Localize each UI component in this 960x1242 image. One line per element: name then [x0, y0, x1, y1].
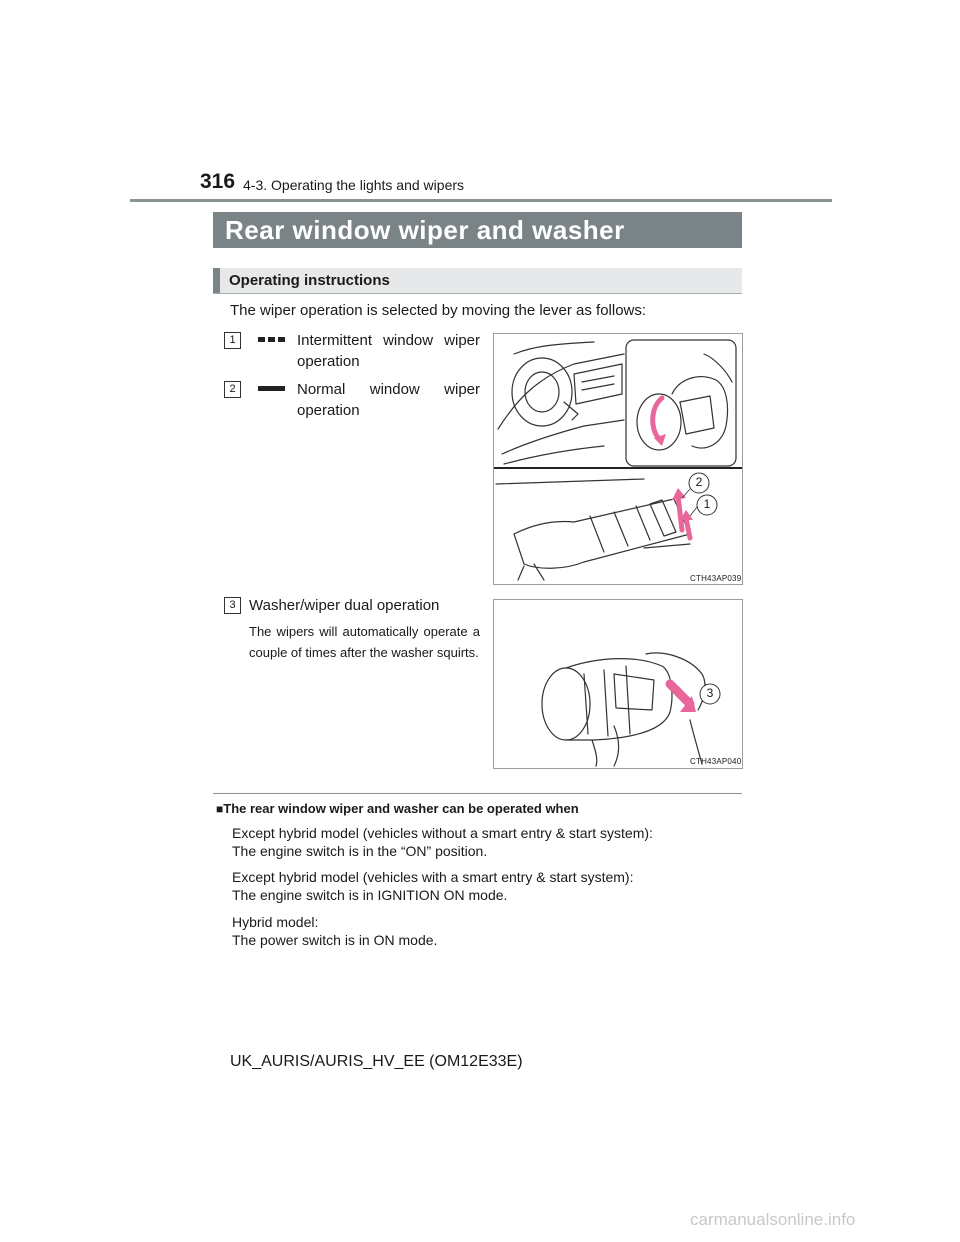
item-text-2: Normal window wiper operation	[297, 381, 480, 419]
condition-2	[232, 868, 633, 904]
subsection-bar	[213, 268, 742, 294]
condition-2-line1: Except hybrid model (vehicles with a smart entry & start system):	[232, 869, 634, 885]
title-bar	[213, 212, 742, 248]
condition-2-line2: The engine switch is in IGNITION ON mode.	[232, 887, 508, 903]
note-heading	[216, 801, 579, 816]
item-number-3: 3	[224, 597, 241, 614]
header-rule	[130, 199, 832, 202]
item-number-1: 1	[224, 332, 241, 349]
continuous-dash-icon	[258, 386, 286, 392]
page-title: Rear window wiper and washer	[225, 215, 625, 245]
item-text-1: Intermittent window wiper operation	[297, 332, 480, 370]
item-text-3: Washer/wiper dual operation	[249, 597, 440, 614]
intermittent-dash-icon	[258, 337, 286, 343]
subsection-accent	[213, 268, 220, 293]
footer-code: UK_AURIS/AURIS_HV_EE (OM12E33E)	[230, 1053, 523, 1070]
separator-rule	[213, 793, 742, 794]
watermark: carmanualsonline.info	[690, 1210, 856, 1229]
condition-3-line1: Hybrid model:	[232, 914, 319, 930]
condition-1-line2: The engine switch is in the “ON” position.	[232, 843, 488, 859]
wiper-lever-illustration	[494, 334, 742, 584]
intro-text: The wiper operation is selected by moving the lever as follows:	[230, 302, 647, 319]
figure-wiper-lever	[493, 333, 743, 585]
page-number: 316	[200, 170, 236, 193]
washer-lever-illustration	[494, 600, 742, 768]
square-bullet-icon: ■	[216, 802, 224, 816]
figure-washer	[493, 599, 743, 769]
condition-1-line1: Except hybrid model (vehicles without a smart entry & start system):	[232, 825, 653, 841]
condition-3	[232, 913, 437, 949]
condition-1	[232, 824, 653, 860]
item-note-3: The wipers will automatically operate a couple of times after the washer squirts.	[249, 624, 480, 660]
note-heading-text: The rear window wiper and washer can be operated when	[223, 801, 579, 816]
condition-3-line2: The power switch is in ON mode.	[232, 932, 438, 948]
section-title: 4-3. Operating the lights and wipers	[243, 177, 465, 193]
callout-3: 3	[706, 686, 714, 700]
figure-code: CTH43AP040	[690, 757, 742, 766]
subsection-title: Operating instructions	[229, 272, 390, 289]
callout-2: 2	[695, 475, 703, 489]
callout-1: 1	[703, 497, 711, 511]
item-number-2: 2	[224, 381, 241, 398]
figure-code: CTH43AP039	[690, 574, 742, 583]
